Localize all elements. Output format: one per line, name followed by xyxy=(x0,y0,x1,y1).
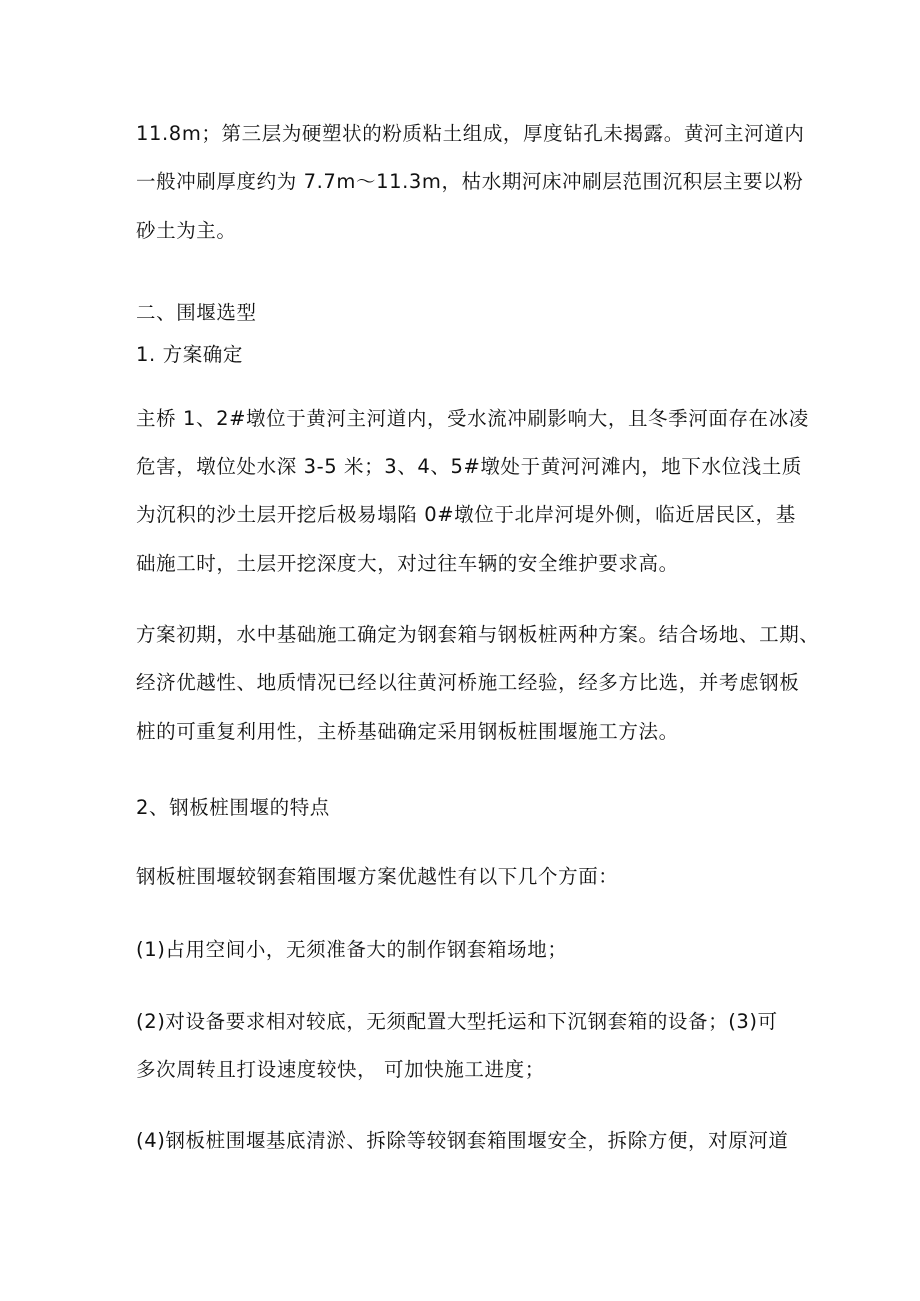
subsection-heading-plan-determination: 1. 方案确定 xyxy=(136,343,244,366)
paragraph-soil-line-3: 砂土为主。 xyxy=(136,219,237,242)
paragraph-plan-line-1: 方案初期，水中基础施工确定为钢套箱与钢板桩两种方案。结合场地、工期、 xyxy=(136,623,820,646)
section-heading-cofferdam-selection: 二、围堰选型 xyxy=(136,301,257,324)
paragraph-piers-line-3: 为沉积的沙土层开挖后极易塌陷 0#墩位于北岸河堤外侧，临近居民区，基 xyxy=(136,503,796,526)
paragraph-plan-line-3: 桩的可重复利用性，主桥基础确定采用钢板桩围堰施工方法。 xyxy=(136,720,679,743)
paragraph-piers-line-1: 主桥 1、2#墩位于黄河主河道内，受水流冲刷影响大，且冬季河面存在冰凌 xyxy=(136,407,809,430)
paragraph-piers-line-2: 危害，墩位处水深 3-5 米；3、4、5#墩处于黄河河滩内，地下水位浅土质 xyxy=(136,455,803,478)
paragraph-soil-line-2: 一般冲刷厚度约为 7.7m～11.3m，枯水期河床冲刷层范围沉积层主要以粉 xyxy=(136,170,804,193)
list-item-2-3-line-2: 多次周转且打设速度较快， 可加快施工进度； xyxy=(136,1058,545,1081)
paragraph-soil-line-1: 11.8m；第三层为硬塑状的粉质粘土组成，厚度钻孔未揭露。黄河主河道内 xyxy=(136,122,805,145)
section-heading-sheet-pile-features: 2、钢板桩围堰的特点 xyxy=(136,796,330,819)
paragraph-advantages-intro: 钢板桩围堰较钢套箱围堰方案优越性有以下几个方面： xyxy=(136,865,619,888)
list-item-4: (4)钢板桩围堰基底清淤、拆除等较钢套箱围堰安全，拆除方便，对原河道 xyxy=(136,1129,789,1152)
list-item-1: (1)占用空间小，无须准备大的制作钢套箱场地； xyxy=(136,938,568,961)
paragraph-piers-line-4: 础施工时，土层开挖深度大，对过往车辆的安全维护要求高。 xyxy=(136,552,679,575)
list-item-2-3-line-1: (2)对设备要求相对较底，无须配置大型托运和下沉钢套箱的设备；(3)可 xyxy=(136,1010,778,1033)
paragraph-plan-line-2: 经济优越性、地质情况已经以往黄河桥施工经验，经多方比选，并考虑钢板 xyxy=(136,671,800,694)
